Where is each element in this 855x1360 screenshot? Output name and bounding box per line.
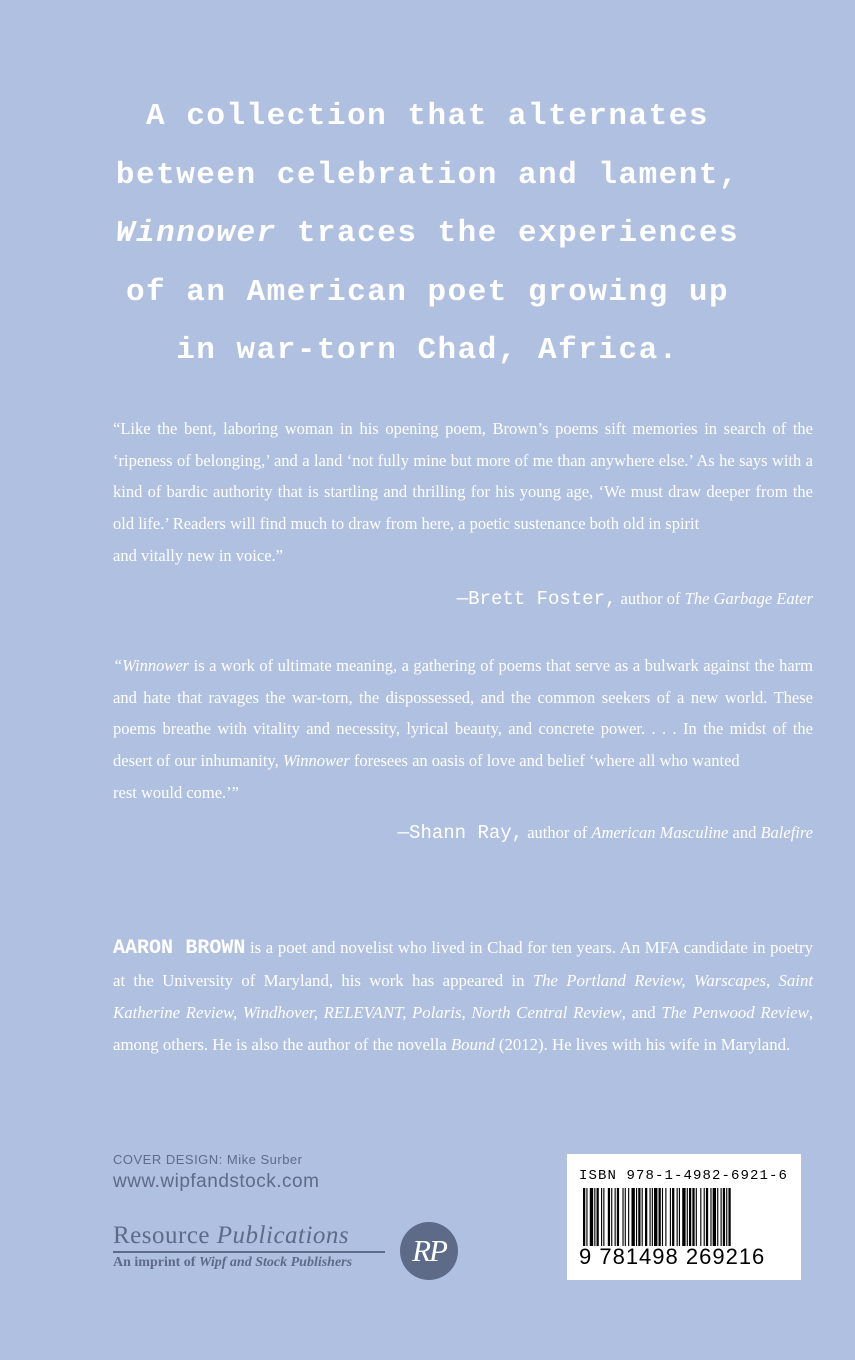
endorser-book: The Garbage Eater — [684, 589, 813, 608]
barcode-bar — [583, 1188, 585, 1246]
barcode-bar — [603, 1188, 604, 1246]
barcode-bar — [696, 1188, 697, 1246]
headline-line: of an American poet growing up — [125, 274, 730, 310]
quote-text-end: and vitally new in voice.” — [113, 545, 283, 565]
barcode-bar — [679, 1188, 680, 1246]
barcode-bar — [650, 1188, 651, 1246]
endorsement-attribution-2 — [113, 822, 813, 844]
barcode-bar — [617, 1188, 619, 1246]
barcode-bar — [590, 1188, 593, 1246]
barcode-bar — [594, 1188, 595, 1246]
barcode-bar — [622, 1188, 623, 1246]
quote-text-end: rest would come.’” — [113, 782, 239, 802]
barcode-bar — [625, 1188, 626, 1246]
headline-blurb — [0, 88, 855, 381]
rp-logo-icon — [400, 1222, 458, 1280]
barcode-bar — [645, 1188, 647, 1246]
headline-line: in war-torn Chad, Africa. — [176, 333, 679, 368]
barcode-bar — [601, 1188, 602, 1246]
barcode-bar — [728, 1188, 730, 1246]
endorsement-attribution-1 — [113, 588, 813, 610]
headline-line: between celebration and lament, — [115, 157, 740, 193]
author-bio — [113, 932, 813, 1061]
barcode-bar — [597, 1188, 599, 1246]
headline-text: traces the experiences — [276, 216, 740, 251]
barcode-bar — [700, 1188, 701, 1246]
publisher-name-plain: Resource — [113, 1222, 217, 1249]
attrib-text: author of — [523, 823, 592, 842]
quote-text: foresees an oasis of love and belief ‘where all who wanted — [349, 751, 740, 771]
barcode-bar — [713, 1188, 716, 1246]
barcode-bar — [689, 1188, 691, 1246]
barcode-bar — [586, 1188, 587, 1246]
barcode-bar — [631, 1188, 634, 1246]
endorser-book: American Masculine — [591, 823, 729, 842]
book-title: “Winnower — [113, 656, 190, 675]
bio-text: is a poet and novelist who lived in Chad for ten years. An MFA candidate in poetry at the University of Maryland, his work has appeared in — [113, 938, 813, 990]
barcode-bar — [665, 1188, 666, 1246]
isbn-barcode — [567, 1154, 801, 1280]
barcode-bar — [615, 1188, 616, 1246]
rp-logo-text: RP — [412, 1233, 446, 1268]
headline-line: A collection that alternates — [146, 99, 709, 134]
endorsement-quote-1 — [113, 413, 813, 572]
imprint-prefix: An imprint of — [113, 1255, 199, 1270]
attrib-text: and — [728, 823, 761, 842]
isbn-label: ISBN 978-1-4982-6921-6 — [579, 1168, 789, 1184]
imprint-name: Wipf and Stock Publishers — [198, 1255, 353, 1270]
barcode-bar — [654, 1188, 657, 1246]
barcode-bar — [608, 1188, 610, 1246]
barcode-bar — [687, 1188, 688, 1246]
barcode-bar — [721, 1188, 722, 1246]
barcode-bar — [611, 1188, 612, 1246]
headline-line — [0, 205, 855, 264]
barcode-bar — [659, 1188, 661, 1246]
barcode-icon — [579, 1188, 789, 1246]
barcode-bar — [662, 1188, 663, 1246]
attrib-text: author of — [616, 589, 685, 608]
publisher-website[interactable]: www.wipfandstock.com — [113, 1171, 320, 1192]
quote-text: “Like the bent, laboring woman in his opening poem, Brown’s poems sift memories in search of the ‘ripeness of belonging,’ and a land ‘not fully mine but more of me than anywhere else.’ As he says with a kind of bardic authority that is startling and thrilling for his young age, ‘We must draw deeper from the old life.’ Readers will find much to draw from here, a poetic sustenance both old in spirit — [113, 419, 813, 534]
bio-text: , among others. He is also the author of the novella — [113, 1003, 814, 1054]
bio-text: (2012). He lives with his wife in Maryland. — [494, 1035, 791, 1054]
barcode-bar — [717, 1188, 718, 1246]
book-title: Winnower — [115, 216, 277, 251]
barcode-bar — [628, 1188, 629, 1246]
publisher-rule — [113, 1251, 385, 1253]
barcode-bar — [692, 1188, 694, 1246]
barcode-bar — [723, 1188, 725, 1246]
barcode-bar — [652, 1188, 653, 1246]
publisher-name-italic: Publications — [216, 1222, 350, 1249]
publication-list: The Portland Review, Warscapes, Saint Katherine Review, Windhover, RELEVANT, Polaris, North Central Review — [113, 971, 813, 1022]
cover-design-credit: COVER DESIGN: Mike Surber — [113, 1152, 303, 1167]
endorser-name: —Shann Ray, — [397, 822, 524, 844]
barcode-bar — [670, 1188, 671, 1246]
barcode-bar — [677, 1188, 678, 1246]
publication-name: The Penwood Review — [661, 1003, 809, 1022]
barcode-bar — [636, 1188, 637, 1246]
barcode-bar — [710, 1188, 711, 1246]
book-title: Winnower — [282, 751, 350, 771]
novella-title: Bound — [450, 1035, 495, 1054]
barcode-bar — [704, 1188, 705, 1246]
barcode-digits: 9 781498 269216 — [579, 1244, 766, 1269]
endorser-name: —Brett Foster, — [456, 588, 617, 610]
quote-text: is a work of ultimate meaning, a gathering of poems that serve as a bulwark against the harm and hate that ravages the war-torn, the dispossessed, and the common seekers of a new world. These poems breathe with vitality and necessity, lyrical beauty, and concrete power. . . . In the midst of the desert of our inhumanity, — [113, 656, 813, 771]
bio-text: , and — [621, 1003, 662, 1022]
endorsement-quote-2 — [113, 650, 813, 809]
barcode-bar — [706, 1188, 708, 1246]
barcode-bar — [638, 1188, 640, 1246]
author-name: AARON BROWN — [113, 937, 246, 960]
endorser-book: Balefire — [760, 823, 813, 842]
barcode-bar — [726, 1188, 727, 1246]
barcode-bar — [642, 1188, 643, 1246]
barcode-bar — [672, 1188, 674, 1246]
barcode-bar — [682, 1188, 685, 1246]
